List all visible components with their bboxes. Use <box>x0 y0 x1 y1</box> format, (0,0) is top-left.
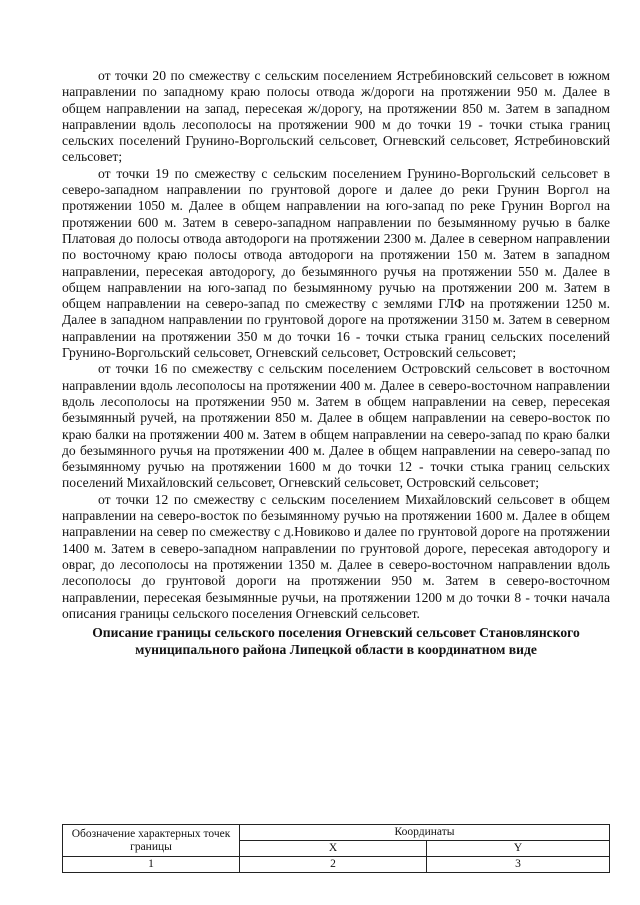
paragraph-point-20: от точки 20 по смежеству с сельским поселением Ястребиновский сельсовет в южном направлении по западному краю полосы отвода ж/дороги на протяжении 950 м. Далее в общем направлении на запад, пересекая ж/дорогу, на протяжении 850 м. Затем в западном направлении вдоль лесополосы на протяжении 900 м до точки 19 - точки стыка границ сельских поселений Грунино-Воргольский сельсовет, Огневский сельсовет, Ястребиновский сельсовет; <box>62 68 610 165</box>
table-cell: 3 <box>427 857 610 873</box>
paragraph-point-16: от точки 16 по смежеству с сельским поселением Островский сельсовет в восточном направлении вдоль лесополосы на протяжении 400 м. Далее в северо-восточном направлении вдоль лесополосы на протяжении 950 м. Затем в общем направлении на север, пересекая безымянный ручей, на протяжении 850 м. Далее в общем направлении на северо-восток по краю балки на протяжении 400 м. Затем в общем направлении на северо-запад по краю балки до безымянного ручья на протяжении 400 м. Далее в общем направлении на северо-запад по безымянному ручью на протяжении 1600 м до точки 12 - точки стыка границ сельских поселений Михайловский сельсовет, Огневский сельсовет, Островский сельсовет; <box>62 361 610 491</box>
table-row <box>63 857 610 873</box>
table-cell: 1 <box>63 857 240 873</box>
y-column-header: Y <box>427 841 610 857</box>
section-heading: Описание границы сельского поселения Огневский сельсовет Становлянского муниципального района Липецкой области в координатном виде <box>92 625 580 658</box>
paragraph-point-12: от точки 12 по смежеству с сельским поселением Михайловский сельсовет в общем направлении на северо-восток по безымянному ручью на протяжении 1600 м. Далее в общем направлении на север по смежеству с д.Новиково и далее по грунтовой дороге на протяжении 1400 м. Затем в северо-западном направлении по грунтовой дороге, пересекая автодорогу и овраг, до лесополосы на протяжении 1350 м. Далее в северо-восточном направлении вдоль лесополосы до грунтовой дороги на протяжении 950 м. Затем в северо-восточном направлении, пересекая безымянные ручьи, на протяжении 1200 м до точки 8 - точки начала описания границы сельского поселения Огневский сельсовет. <box>62 491 610 621</box>
table-cell: 2 <box>240 857 427 873</box>
paragraph-point-19: от точки 19 по смежеству с сельским поселением Грунино-Воргольский сельсовет в северо-западном направлении по грунтовой дороге и далее до реки Грунин Воргол на протяжении 1050 м. Далее в общем направлении на юго-запад по реке Грунин Воргол на протяжении 600 м. Затем в северо-западном направлении по безымянному ручью в балке Платовая до полосы отвода автодороги на протяжении 2300 м. Далее в северном направлении по восточному краю полосы отвода автодороги на протяжении 150 м. Затем в западном направлении, пересекая автодорогу, до безымянного ручья на протяжении 550 м. Далее в общем направлении на юго-запад по безымянному ручью на протяжении 200 м. Затем в общем направлении на северо-запад по смежеству с землями ГЛФ на протяжении 1250 м. Далее в западном направлении по грунтовой дороге на протяжении 3150 м. Затем в северном направлении на протяжении 350 м до точки 16 - точки стыка границ сельских поселений Грунино-Воргольский сельсовет, Огневский сельсовет, Островский сельсовет; <box>62 165 610 361</box>
points-column-header: Обозначение характерных точек границы <box>63 825 240 857</box>
table-header-row <box>63 825 610 841</box>
coordinates-header: Координаты <box>240 825 610 841</box>
coordinates-table <box>62 824 610 873</box>
document-body <box>62 68 610 664</box>
x-column-header: X <box>240 841 427 857</box>
